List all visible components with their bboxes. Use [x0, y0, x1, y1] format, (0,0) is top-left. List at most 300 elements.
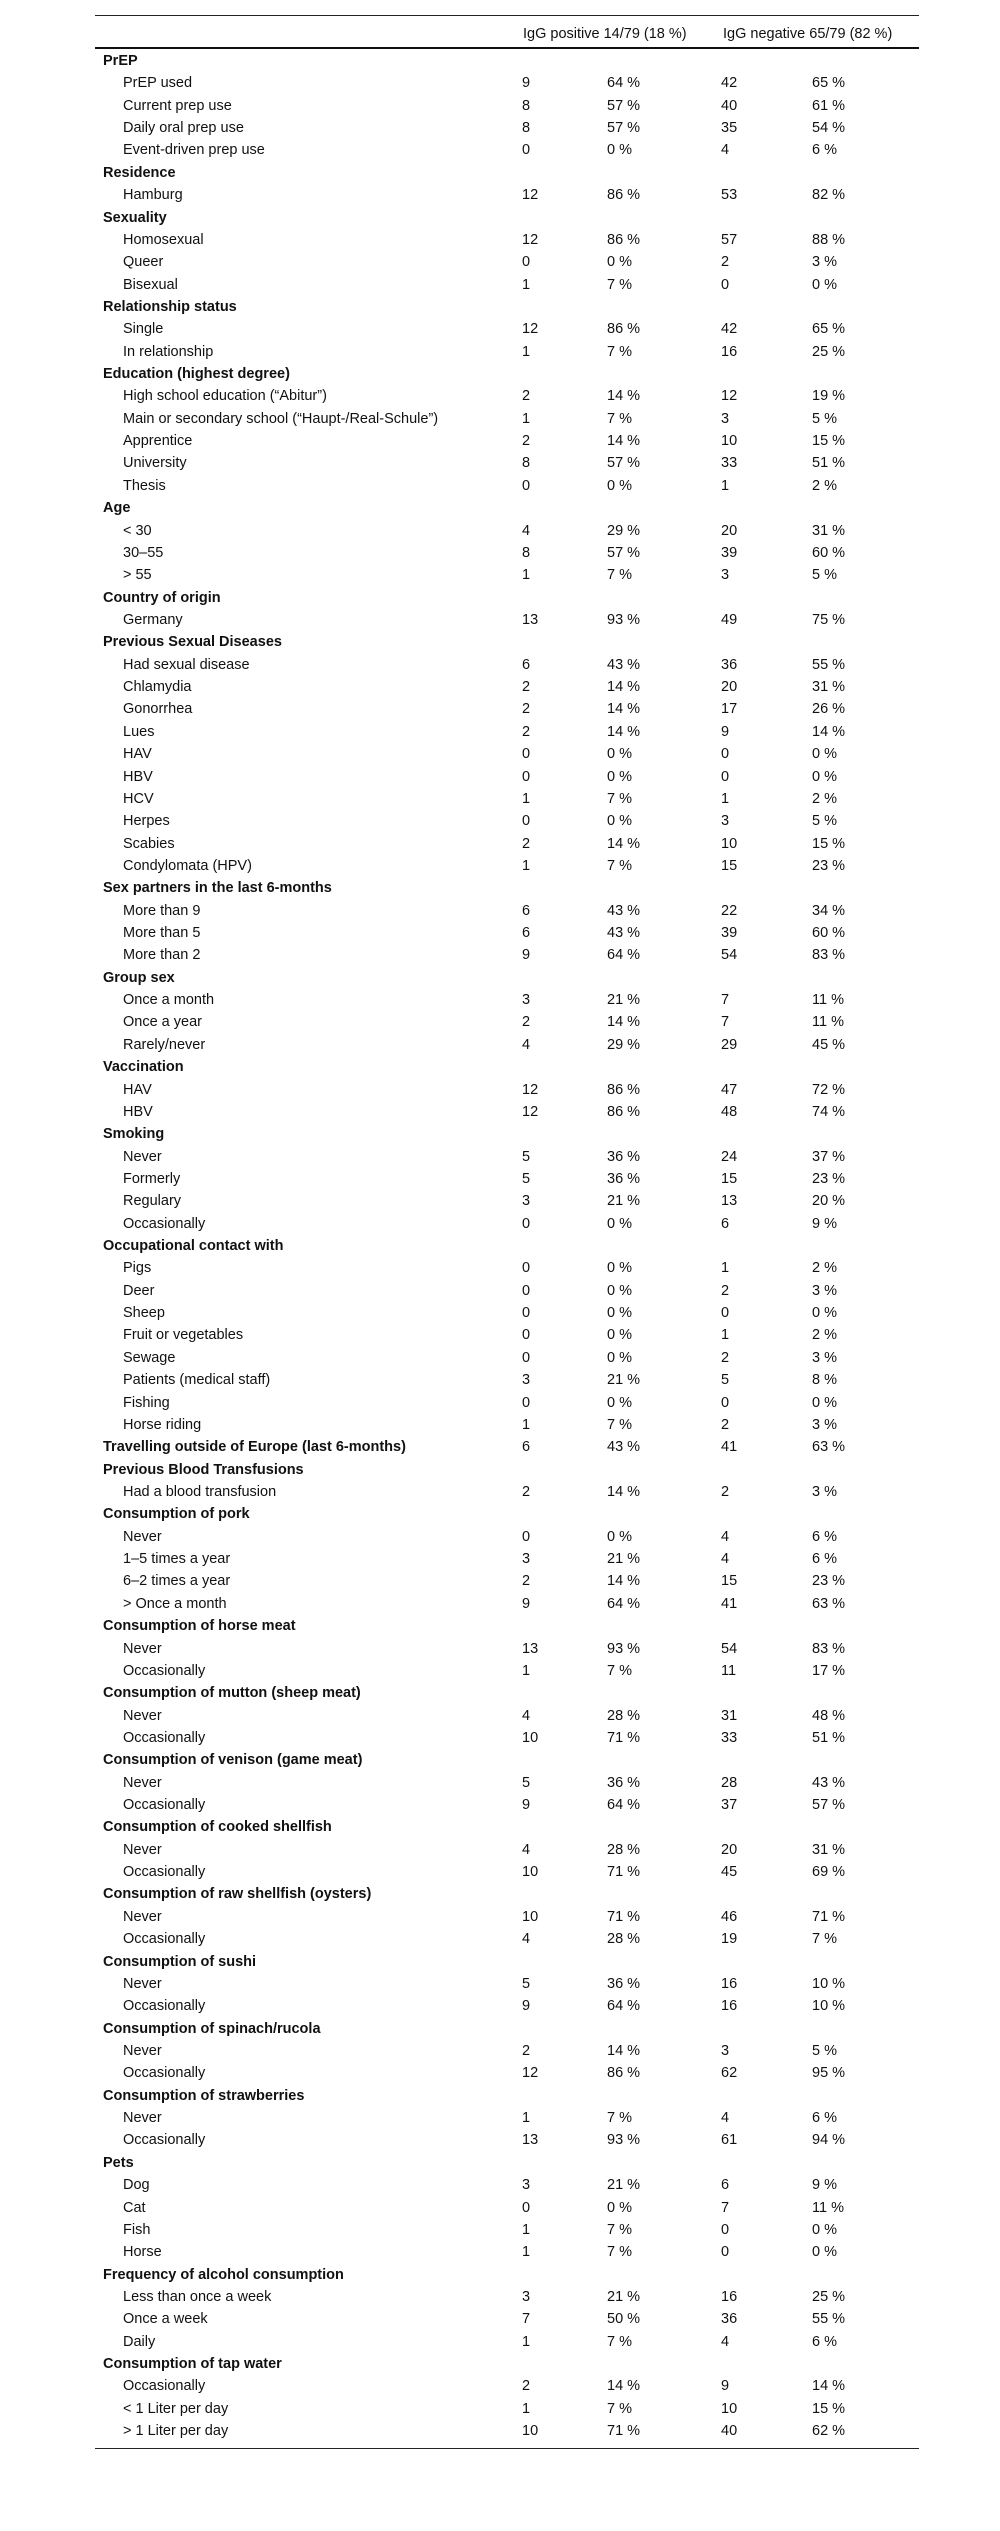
table-row — [95, 2174, 919, 2196]
neg-percent: 45 % — [812, 1036, 846, 1053]
row-label: Lues — [123, 723, 155, 740]
table-row — [95, 274, 919, 296]
table-header — [95, 16, 919, 48]
row-label: Dog — [123, 2177, 150, 2194]
pos-count: 0 — [522, 2199, 531, 2216]
pos-count: 2 — [522, 388, 531, 405]
table-row — [95, 95, 919, 117]
row-label: Homosexual — [123, 231, 204, 248]
table-row — [95, 542, 919, 564]
pos-percent: 86 % — [607, 1081, 641, 1098]
pos-percent: 71 % — [607, 2423, 641, 2440]
neg-count: 0 — [721, 1305, 730, 1322]
neg-percent: 25 % — [812, 2288, 846, 2305]
neg-percent: 25 % — [812, 343, 846, 360]
neg-percent: 2 % — [812, 1260, 837, 1277]
pos-percent: 28 % — [607, 1841, 641, 1858]
neg-count: 6 — [721, 1215, 730, 1232]
neg-percent: 3 % — [812, 1416, 837, 1433]
pos-count: 9 — [522, 947, 531, 964]
row-label: Herpes — [123, 813, 170, 830]
table-row — [95, 698, 919, 720]
row-label: Occasionally — [123, 1998, 206, 2015]
table-row — [95, 520, 919, 542]
category-row — [95, 2085, 919, 2107]
pos-count: 4 — [522, 1707, 531, 1724]
pos-percent: 14 % — [607, 723, 641, 740]
pos-count: 1 — [522, 2244, 531, 2261]
table-row — [95, 1861, 919, 1883]
neg-count: 41 — [721, 1439, 738, 1456]
pos-count: 0 — [522, 768, 531, 785]
row-label: HAV — [123, 1081, 152, 1098]
neg-count: 46 — [721, 1908, 738, 1925]
table-row — [95, 989, 919, 1011]
neg-count: 54 — [721, 947, 738, 964]
row-label: Less than once a week — [123, 2288, 272, 2305]
pos-count: 0 — [522, 1260, 531, 1277]
pos-percent: 0 % — [607, 2199, 632, 2216]
row-label: Never — [123, 1908, 162, 1925]
pos-percent: 7 % — [607, 1416, 632, 1433]
table-row — [95, 2197, 919, 2219]
pos-percent: 43 % — [607, 656, 641, 673]
pos-percent: 64 % — [607, 1595, 641, 1612]
neg-percent: 5 % — [812, 2042, 837, 2059]
table-row — [95, 833, 919, 855]
pos-count: 6 — [522, 1439, 531, 1456]
table-row — [95, 1481, 919, 1503]
row-label: Apprentice — [123, 433, 193, 450]
neg-percent: 14 % — [812, 723, 846, 740]
row-label: HCV — [123, 790, 154, 807]
table-row — [95, 922, 919, 944]
table-row — [95, 1727, 919, 1749]
neg-percent: 55 % — [812, 656, 846, 673]
neg-percent: 3 % — [812, 254, 837, 271]
neg-percent: 3 % — [812, 1484, 837, 1500]
row-label: Occasionally — [123, 2065, 206, 2082]
pos-count: 1 — [522, 343, 531, 360]
category-row — [95, 1123, 919, 1145]
neg-percent: 31 % — [812, 1841, 846, 1858]
neg-count: 2 — [721, 1349, 730, 1366]
neg-count: 42 — [721, 75, 738, 92]
neg-count: 1 — [721, 1327, 730, 1344]
neg-count: 33 — [721, 455, 738, 472]
pos-percent: 0 % — [607, 1305, 632, 1322]
neg-count: 0 — [721, 1394, 730, 1411]
neg-percent: 15 % — [812, 835, 846, 852]
row-label: Condylomata (HPV) — [123, 857, 252, 874]
neg-percent: 10 % — [812, 1975, 846, 1992]
row-label: Occasionally — [123, 1797, 206, 1814]
neg-percent: 7 % — [812, 1931, 837, 1948]
neg-percent: 31 % — [812, 679, 846, 696]
pos-count: 0 — [522, 477, 531, 494]
neg-count: 39 — [721, 544, 738, 561]
pos-count: 1 — [522, 1416, 531, 1433]
neg-count: 36 — [721, 656, 738, 673]
table-row — [95, 1324, 919, 1346]
neg-count: 47 — [721, 1081, 738, 1098]
neg-count: 28 — [721, 1774, 738, 1791]
table-row — [95, 2420, 919, 2442]
table-row — [95, 1414, 919, 1436]
neg-percent: 51 % — [812, 455, 846, 472]
pos-count: 12 — [522, 231, 539, 248]
pos-percent: 0 % — [607, 142, 632, 159]
table-row — [95, 900, 919, 922]
neg-percent: 14 % — [812, 2378, 846, 2395]
category-row — [95, 2152, 919, 2174]
pos-count: 1 — [522, 2221, 531, 2238]
pos-percent: 0 % — [607, 1327, 632, 1344]
neg-count: 15 — [721, 1573, 738, 1590]
neg-percent: 11 % — [812, 1014, 844, 1031]
pos-percent: 7 % — [607, 2221, 632, 2238]
pos-count: 3 — [522, 1372, 531, 1389]
category-label: Group sex — [103, 969, 175, 986]
neg-percent: 72 % — [812, 1081, 846, 1098]
neg-count: 4 — [721, 2110, 730, 2127]
pos-percent: 14 % — [607, 2042, 641, 2059]
row-label: Never — [123, 1148, 162, 1165]
header-igg-positive: IgG positive 14/79 (18 %) — [523, 26, 687, 42]
neg-percent: 5 % — [812, 567, 837, 584]
neg-percent: 23 % — [812, 857, 846, 874]
row-label: > 55 — [123, 567, 152, 584]
neg-count: 17 — [721, 701, 738, 718]
row-label: Chlamydia — [123, 679, 192, 696]
table-row — [95, 1548, 919, 1570]
neg-count: 48 — [721, 1103, 738, 1120]
pos-count: 0 — [522, 746, 531, 763]
table-row — [95, 1660, 919, 1682]
pos-count: 0 — [522, 1215, 531, 1232]
neg-count: 61 — [721, 2132, 738, 2149]
pos-count: 2 — [522, 433, 531, 450]
category-label: PrEP — [103, 53, 138, 69]
pos-percent: 28 % — [607, 1931, 641, 1948]
category-label: Consumption of spinach/rucola — [103, 2020, 321, 2037]
pos-count: 3 — [522, 992, 531, 1009]
pos-percent: 7 % — [607, 567, 632, 584]
row-label: < 30 — [123, 522, 152, 539]
pos-count: 1 — [522, 857, 531, 874]
row-label: HBV — [123, 768, 153, 785]
row-label: > 1 Liter per day — [123, 2423, 229, 2440]
neg-count: 37 — [721, 1797, 738, 1814]
pos-percent: 0 % — [607, 1349, 632, 1366]
pos-count: 2 — [522, 701, 531, 718]
row-label: Patients (medical staff) — [123, 1372, 271, 1389]
pos-percent: 86 % — [607, 187, 641, 204]
pos-percent: 43 % — [607, 902, 641, 919]
table-row — [95, 251, 919, 273]
neg-count: 15 — [721, 1170, 738, 1187]
table-row — [95, 2129, 919, 2151]
table-row — [95, 1839, 919, 1861]
row-label: Never — [123, 2042, 162, 2059]
pos-percent: 93 % — [607, 1640, 641, 1657]
pos-percent: 71 % — [607, 1729, 641, 1746]
category-row — [95, 2264, 919, 2286]
pos-percent: 0 % — [607, 1282, 632, 1299]
pos-percent: 93 % — [607, 611, 641, 628]
neg-count: 7 — [721, 992, 730, 1009]
table-row — [95, 2308, 919, 2330]
neg-count: 6 — [721, 2177, 730, 2194]
row-label: Never — [123, 1975, 162, 1992]
category-label: Smoking — [103, 1126, 165, 1143]
pos-count: 12 — [522, 187, 539, 204]
neg-percent: 15 % — [812, 433, 846, 450]
table-row — [95, 430, 919, 452]
neg-count: 9 — [721, 2378, 730, 2395]
category-label: Consumption of sushi — [103, 1953, 257, 1970]
pos-percent: 7 % — [607, 790, 632, 807]
pos-count: 3 — [522, 1193, 531, 1210]
pos-count: 0 — [522, 1305, 531, 1322]
row-label: 30–55 — [123, 544, 164, 561]
table-row — [95, 1034, 919, 1056]
table-row — [95, 788, 919, 810]
table-row — [95, 564, 919, 586]
row-label: Fruit or vegetables — [123, 1327, 244, 1344]
pos-percent: 7 % — [607, 2400, 632, 2417]
category-label: Consumption of tap water — [103, 2356, 282, 2373]
neg-percent: 0 % — [812, 1305, 837, 1322]
pos-count: 0 — [522, 1327, 531, 1344]
table-row — [95, 1101, 919, 1123]
pos-count: 4 — [522, 1036, 531, 1053]
pos-count: 8 — [522, 120, 531, 137]
neg-percent: 34 % — [812, 902, 846, 919]
pos-count: 0 — [522, 142, 531, 159]
neg-count: 24 — [721, 1148, 738, 1165]
neg-count: 0 — [721, 768, 730, 785]
category-label: Frequency of alcohol consumption — [103, 2266, 344, 2283]
row-label: 6–2 times a year — [123, 1573, 231, 1590]
neg-count: 40 — [721, 97, 738, 114]
neg-count: 10 — [721, 2400, 738, 2417]
neg-percent: 83 % — [812, 947, 846, 964]
pos-percent: 50 % — [607, 2311, 641, 2328]
row-label: Occasionally — [123, 1662, 206, 1679]
table-row — [95, 766, 919, 788]
category-row — [95, 877, 919, 899]
pos-count: 5 — [522, 1774, 531, 1791]
category-row — [95, 296, 919, 318]
neg-percent: 20 % — [812, 1193, 846, 1210]
pos-percent: 28 % — [607, 1707, 641, 1724]
neg-percent: 3 % — [812, 1282, 837, 1299]
category-label: Occupational contact with — [103, 1238, 284, 1255]
pos-percent: 21 % — [607, 1193, 641, 1210]
neg-count: 13 — [721, 1193, 738, 1210]
category-row — [95, 1503, 919, 1525]
neg-percent: 8 % — [812, 1372, 837, 1389]
neg-percent: 65 % — [812, 75, 846, 92]
table-row — [95, 2040, 919, 2062]
pos-count: 13 — [522, 2132, 539, 2149]
pos-count: 2 — [522, 2378, 531, 2395]
neg-percent: 9 % — [812, 1215, 837, 1232]
category-row — [95, 967, 919, 989]
neg-count: 2 — [721, 254, 730, 271]
category-row — [95, 363, 919, 385]
neg-count: 4 — [721, 142, 730, 159]
neg-percent: 65 % — [812, 321, 846, 338]
neg-count: 1 — [721, 477, 730, 494]
neg-count: 19 — [721, 1931, 738, 1948]
category-row — [95, 1682, 919, 1704]
pos-percent: 0 % — [607, 1528, 632, 1545]
row-label: More than 5 — [123, 925, 201, 942]
pos-percent: 21 % — [607, 2288, 641, 2305]
category-label: Previous Sexual Diseases — [103, 634, 282, 651]
table-row — [95, 1079, 919, 1101]
pos-percent: 86 % — [607, 231, 641, 248]
table-row — [95, 229, 919, 251]
pos-percent: 0 % — [607, 813, 632, 830]
pos-count: 4 — [522, 1931, 531, 1948]
neg-percent: 23 % — [812, 1573, 846, 1590]
category-label: Consumption of raw shellfish (oysters) — [103, 1886, 372, 1903]
row-label: More than 2 — [123, 947, 201, 964]
pos-percent: 7 % — [607, 410, 632, 427]
pos-count: 0 — [522, 1528, 531, 1545]
table-row — [95, 1705, 919, 1727]
pos-percent: 0 % — [607, 1215, 632, 1232]
pos-percent: 64 % — [607, 947, 641, 964]
neg-percent: 2 % — [812, 1327, 837, 1344]
row-label: Daily — [123, 2333, 156, 2350]
neg-percent: 6 % — [812, 1528, 837, 1545]
pos-count: 12 — [522, 1081, 539, 1098]
row-label: Rarely/never — [123, 1036, 206, 1053]
row-label: High school education (“Abitur”) — [123, 388, 327, 405]
category-row — [95, 1749, 919, 1771]
pos-percent: 14 % — [607, 2378, 641, 2395]
category-label: Consumption of pork — [103, 1506, 250, 1523]
neg-count: 29 — [721, 1036, 738, 1053]
row-label: Occasionally — [123, 1864, 206, 1881]
category-row — [95, 1883, 919, 1905]
pos-percent: 7 % — [607, 276, 632, 293]
row-label: Never — [123, 1640, 162, 1657]
row-label: Current prep use — [123, 97, 232, 114]
category-label: Country of origin — [103, 589, 221, 606]
pos-percent: 14 % — [607, 1014, 641, 1031]
pos-percent: 71 % — [607, 1908, 641, 1925]
neg-count: 45 — [721, 1864, 738, 1881]
pos-count: 1 — [522, 2110, 531, 2127]
pos-count: 13 — [522, 1640, 539, 1657]
category-row — [95, 2353, 919, 2375]
pos-percent: 71 % — [607, 1864, 641, 1881]
row-label: Thesis — [123, 477, 166, 494]
neg-percent: 5 % — [812, 410, 837, 427]
category-label: Consumption of horse meat — [103, 1618, 296, 1635]
row-label: Fish — [123, 2221, 151, 2238]
pos-count: 6 — [522, 656, 531, 673]
table-row — [95, 1347, 919, 1369]
pos-count: 5 — [522, 1148, 531, 1165]
pos-count: 1 — [522, 2400, 531, 2417]
row-label: Never — [123, 1774, 162, 1791]
table-row — [95, 654, 919, 676]
pos-percent: 86 % — [607, 1103, 641, 1120]
neg-percent: 9 % — [812, 2177, 837, 2194]
table-row — [95, 2375, 919, 2397]
table-row — [95, 944, 919, 966]
row-label: Queer — [123, 254, 164, 271]
neg-percent: 71 % — [812, 1908, 846, 1925]
pos-count: 3 — [522, 2288, 531, 2305]
neg-count: 16 — [721, 1975, 738, 1992]
pos-percent: 14 % — [607, 679, 641, 696]
row-label: Once a year — [123, 1014, 202, 1031]
neg-percent: 82 % — [812, 187, 846, 204]
neg-percent: 48 % — [812, 1707, 846, 1724]
neg-percent: 15 % — [812, 2400, 846, 2417]
row-label: Gonorrhea — [123, 701, 193, 718]
row-label: Occasionally — [123, 2378, 206, 2395]
table-row — [95, 676, 919, 698]
neg-percent: 88 % — [812, 231, 846, 248]
table-row — [95, 1190, 919, 1212]
neg-percent: 62 % — [812, 2423, 846, 2440]
neg-count: 16 — [721, 1998, 738, 2015]
table-row — [95, 1213, 919, 1235]
row-label: Main or secondary school (“Haupt-/Real-Schule”) — [123, 410, 439, 427]
neg-count: 7 — [721, 2199, 730, 2216]
pos-percent: 7 % — [607, 2244, 632, 2261]
pos-percent: 86 % — [607, 2065, 641, 2082]
neg-percent: 31 % — [812, 522, 846, 539]
table-row — [95, 408, 919, 430]
table-row — [95, 855, 919, 877]
category-label: Consumption of mutton (sheep meat) — [103, 1685, 361, 1702]
pos-count: 0 — [522, 254, 531, 271]
pos-percent: 86 % — [607, 321, 641, 338]
neg-count: 3 — [721, 567, 730, 584]
category-row — [95, 1615, 919, 1637]
pos-percent: 29 % — [607, 522, 641, 539]
neg-count: 3 — [721, 2042, 730, 2059]
pos-count: 2 — [522, 723, 531, 740]
neg-percent: 6 % — [812, 1551, 837, 1568]
pos-count: 6 — [522, 925, 531, 942]
table-row — [95, 1168, 919, 1190]
table-row — [95, 1995, 919, 2017]
pos-count: 1 — [522, 410, 531, 427]
neg-count: 62 — [721, 2065, 738, 2082]
table-row — [95, 385, 919, 407]
pos-count: 4 — [522, 1841, 531, 1858]
category-label: Vaccination — [103, 1059, 184, 1076]
category-row — [95, 587, 919, 609]
pos-count: 12 — [522, 1103, 539, 1120]
row-label: Once a month — [123, 992, 215, 1009]
pos-count: 9 — [522, 1595, 531, 1612]
pos-percent: 7 % — [607, 343, 632, 360]
row-label: > Once a month — [123, 1595, 227, 1612]
neg-count: 35 — [721, 120, 738, 137]
pos-count: 3 — [522, 2177, 531, 2194]
